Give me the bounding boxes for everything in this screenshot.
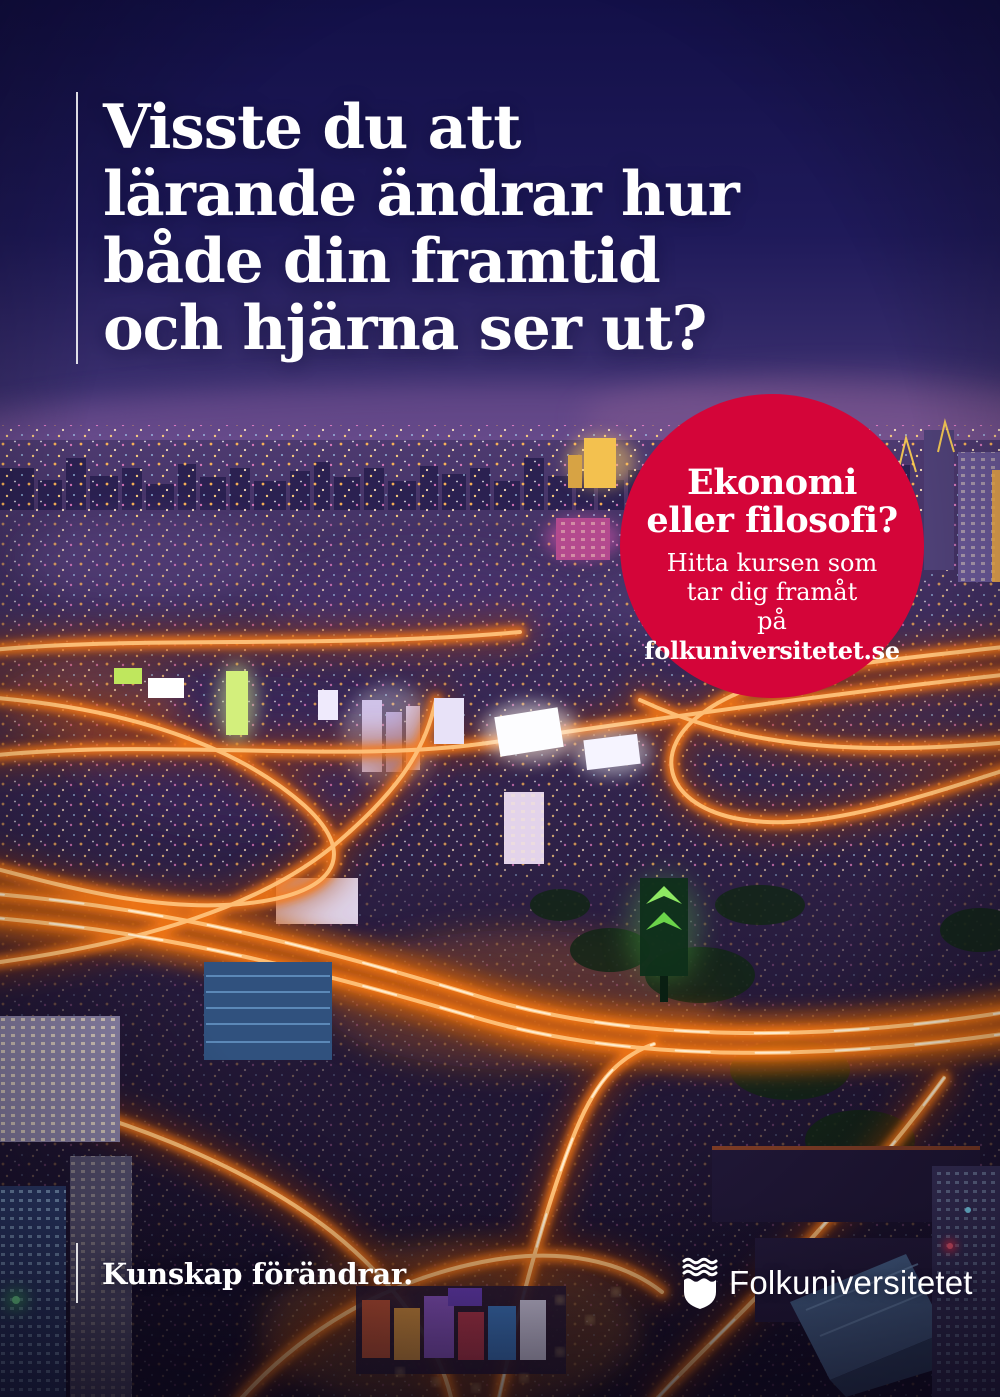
badge-title-line: Ekonomi bbox=[687, 462, 857, 503]
page-title bbox=[103, 94, 739, 362]
badge-body-line: tar dig framåt bbox=[686, 578, 858, 606]
badge-body bbox=[620, 549, 924, 665]
badge-url-line bbox=[620, 607, 924, 665]
headline-line: både din framtid bbox=[103, 226, 660, 297]
folkuniversitetet-logo-icon bbox=[681, 1256, 719, 1310]
headline-line: lärande ändrar hur bbox=[103, 159, 739, 230]
badge-url-prefix: på bbox=[757, 607, 787, 635]
tagline-rule bbox=[76, 1243, 78, 1303]
headline-line: och hjärna ser ut? bbox=[103, 293, 707, 364]
headline-line: Visste du att bbox=[103, 92, 521, 163]
badge-body-line: Hitta kursen som bbox=[666, 549, 878, 577]
course-badge bbox=[620, 394, 924, 698]
brand-lockup bbox=[681, 1255, 973, 1311]
brand-wordmark: Folkuniversitetet bbox=[729, 1264, 973, 1301]
badge-title-line: eller filosofi? bbox=[646, 500, 898, 541]
badge-title bbox=[620, 394, 924, 540]
badge-url: folkuniversitetet.se bbox=[644, 636, 900, 665]
tagline: Kunskap förändrar. bbox=[102, 1257, 413, 1291]
headline-rule bbox=[76, 92, 78, 364]
